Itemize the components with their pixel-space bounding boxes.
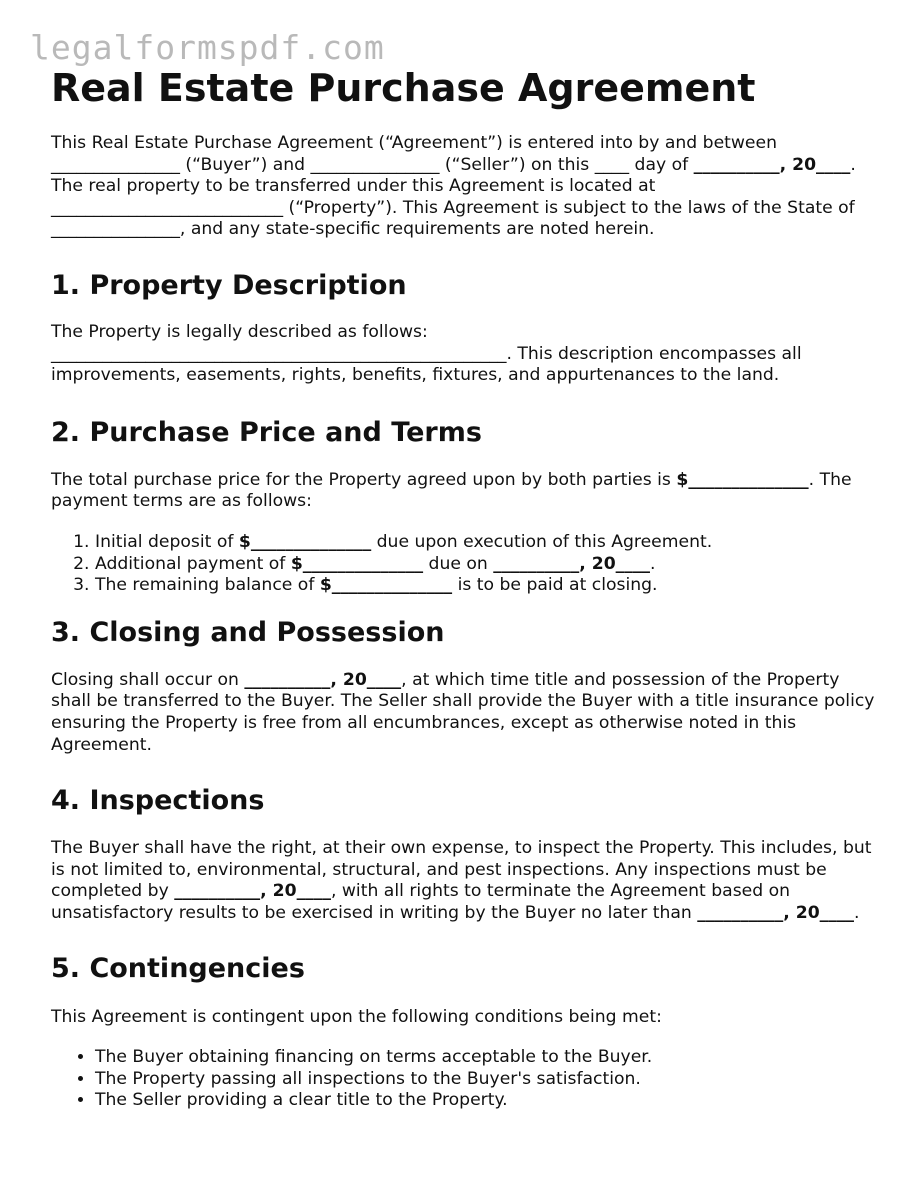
paragraph-text: The total purchase price for the Property agreed upon by both parties is: [51, 469, 677, 490]
day-blank: ____: [594, 154, 630, 175]
paragraph-text: .: [854, 902, 860, 923]
section-heading-inspections: 4. Inspections: [51, 785, 265, 817]
paragraph-text: . The payment terms are as follows:: [51, 469, 852, 512]
page-title: Real Estate Purchase Agreement: [51, 66, 756, 110]
intro-text: (“Buyer”) and: [179, 154, 311, 175]
closing-date-blank: __________, 20____: [244, 669, 402, 690]
payment-terms-list: [51, 532, 876, 597]
amount-blank: $______________: [238, 531, 372, 552]
intro-text: This Real Estate Purchase Agreement (“Agreement”) is entered into by and between: [51, 133, 777, 153]
date-blank: __________, 20____: [493, 553, 651, 574]
section-heading-purchase-price: 2. Purchase Price and Terms: [51, 416, 482, 448]
purchase-price-blank: $______________: [676, 469, 809, 490]
list-item: [95, 575, 876, 597]
paragraph-text: Closing shall occur on: [51, 669, 245, 690]
document-body: [51, 64, 876, 1112]
list-item: • The Buyer obtaining financing on terms acceptable to the Buyer.: [95, 1047, 876, 1069]
paragraph-text: , with all rights to terminate the Agreement based on unsatisfactory results to be exercised in writing by the Buyer no later than: [51, 881, 791, 923]
legal-description-blank: _____________________________________________________: [51, 343, 507, 364]
section-heading-closing: 3. Closing and Possession: [51, 616, 445, 648]
seller-blank: _______________: [310, 154, 440, 175]
item-text: due on: [423, 553, 494, 574]
amount-blank: $______________: [319, 575, 453, 596]
list-item: [95, 554, 876, 576]
item-text: is to be paid at closing.: [452, 575, 658, 596]
intro-text: (“Seller”) on this: [439, 154, 595, 175]
list-item: • The Seller providing a clear title to the Property.: [95, 1090, 876, 1112]
item-text: due upon execution of this Agreement.: [371, 531, 713, 552]
intro-text: (“Property”). This Agreement is subject to the laws of the State of: [283, 197, 855, 218]
watermark-text: legalformspdf.com: [30, 28, 385, 67]
amount-blank: $______________: [290, 553, 424, 574]
property-address-blank: ___________________________: [51, 197, 284, 218]
purchase-price-paragraph: [51, 470, 876, 513]
intro-text: . The real property to be transferred under this Agreement is located at: [51, 154, 856, 197]
item-text: .: [650, 553, 656, 574]
agreement-date-blank: __________, 20____: [693, 154, 851, 175]
buyer-blank: _______________: [51, 154, 180, 175]
list-item: [95, 532, 876, 554]
contingencies-list: [51, 1047, 876, 1112]
paragraph-text: . This description encompasses all improvements, easements, rights, benefits, fixtures, and appurtenances to the land.: [51, 343, 802, 386]
intro-paragraph: [51, 133, 876, 241]
section-heading-property-description: 1. Property Description: [51, 269, 407, 301]
item-text: The remaining balance of: [95, 575, 320, 596]
section-heading-contingencies: 5. Contingencies: [51, 953, 305, 985]
paragraph-text: The Property is legally described as follows:: [51, 321, 428, 342]
state-blank: _______________: [51, 219, 180, 240]
item-text: Additional payment of: [95, 553, 291, 574]
termination-date-blank: __________, 20____: [697, 902, 855, 923]
property-description-paragraph: [51, 322, 876, 387]
paragraph-text: The Buyer shall have the right, at their own expense, to inspect the Property. This includes, but is not limited to, environmental, structural, and pest inspections. Any inspections must be completed by: [51, 838, 872, 902]
list-item: • The Property passing all inspections to the Buyer's satisfaction.: [95, 1069, 876, 1091]
inspection-date-blank: __________, 20____: [174, 881, 331, 902]
closing-paragraph: [51, 670, 876, 756]
inspections-paragraph: [51, 838, 876, 924]
contingencies-paragraph: This Agreement is contingent upon the following conditions being met:: [51, 1007, 662, 1028]
intro-text: , and any state-specific requirements are noted herein.: [179, 219, 655, 240]
paragraph-text: , at which time title and possession of the Property shall be transferred to the Buyer. The Seller shall provide the Buyer with a title insurance policy ensuring the Property is free from all encumbrances, except as otherwise noted in this Agreement.: [51, 669, 875, 755]
item-text: Initial deposit of: [95, 531, 239, 552]
intro-text: day of: [629, 154, 694, 175]
